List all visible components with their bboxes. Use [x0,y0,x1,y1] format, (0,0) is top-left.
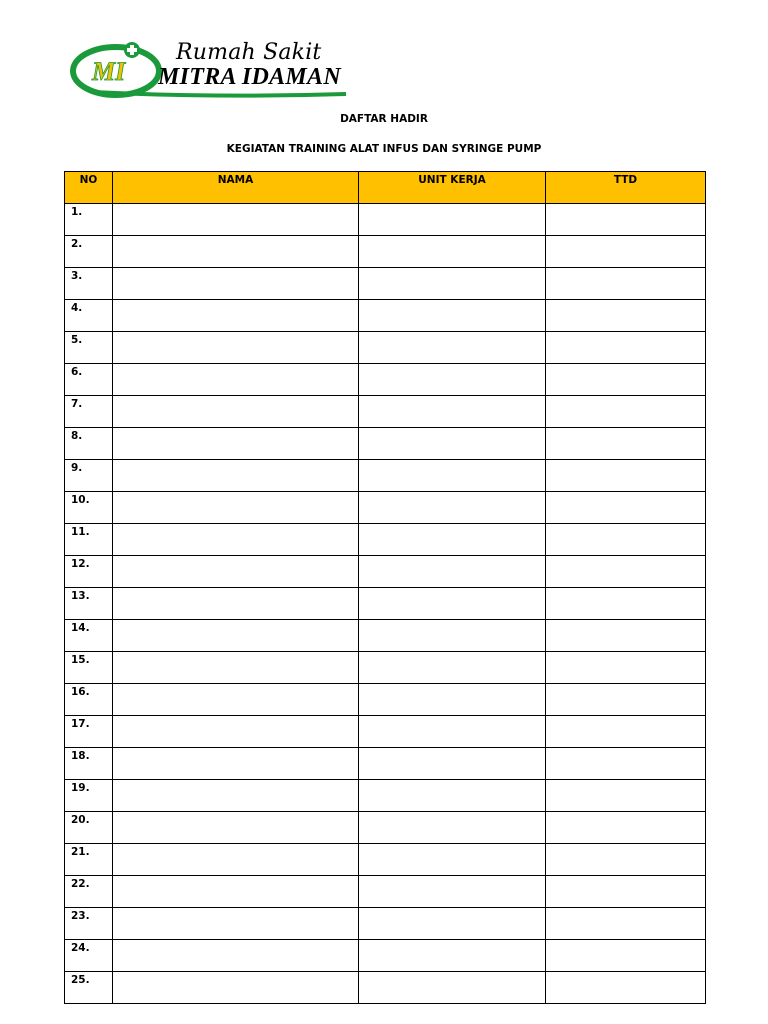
table-row [65,876,706,908]
row-number: 22. [65,876,113,908]
ttd-cell[interactable] [546,812,706,844]
nama-cell[interactable] [113,908,359,940]
table-row [65,204,706,236]
ttd-cell[interactable] [546,940,706,972]
nama-cell[interactable] [113,364,359,396]
unit-kerja-cell[interactable] [359,396,546,428]
document-title: DAFTAR HADIR [340,113,428,125]
ttd-cell[interactable] [546,684,706,716]
ttd-cell[interactable] [546,332,706,364]
table-row [65,428,706,460]
table-row [65,844,706,876]
unit-kerja-cell[interactable] [359,684,546,716]
row-number: 14. [65,620,113,652]
ttd-cell[interactable] [546,364,706,396]
row-number: 4. [65,300,113,332]
ttd-cell[interactable] [546,396,706,428]
ttd-cell[interactable] [546,780,706,812]
table-row [65,556,706,588]
header-ttd: TTD [546,172,706,204]
nama-cell[interactable] [113,812,359,844]
row-number: 13. [65,588,113,620]
unit-kerja-cell[interactable] [359,300,546,332]
row-number: 23. [65,908,113,940]
ttd-cell[interactable] [546,524,706,556]
table-row [65,364,706,396]
nama-cell[interactable] [113,204,359,236]
nama-cell[interactable] [113,972,359,1004]
row-number: 15. [65,652,113,684]
row-number: 10. [65,492,113,524]
ttd-cell[interactable] [546,844,706,876]
nama-cell[interactable] [113,524,359,556]
row-number: 17. [65,716,113,748]
row-number: 9. [65,460,113,492]
ttd-cell[interactable] [546,748,706,780]
row-number: 19. [65,780,113,812]
unit-kerja-cell[interactable] [359,588,546,620]
unit-kerja-cell[interactable] [359,620,546,652]
header-unit-kerja: UNIT KERJA [359,172,546,204]
unit-kerja-cell[interactable] [359,908,546,940]
nama-cell[interactable] [113,780,359,812]
unit-kerja-cell[interactable] [359,492,546,524]
unit-kerja-cell[interactable] [359,236,546,268]
table-row [65,620,706,652]
row-number: 7. [65,396,113,428]
logo-monogram: MI [92,57,126,86]
row-number: 20. [65,812,113,844]
unit-kerja-cell[interactable] [359,204,546,236]
table-header-row [65,172,706,204]
unit-kerja-cell[interactable] [359,364,546,396]
unit-kerja-cell[interactable] [359,460,546,492]
nama-cell[interactable] [113,396,359,428]
unit-kerja-cell[interactable] [359,844,546,876]
unit-kerja-cell[interactable] [359,556,546,588]
table-row [65,972,706,1004]
header-no: NO [65,172,113,204]
nama-cell[interactable] [113,652,359,684]
row-number: 18. [65,748,113,780]
table-row [65,268,706,300]
nama-cell[interactable] [113,556,359,588]
unit-kerja-cell[interactable] [359,876,546,908]
logo-text-rumah-sakit: Rumah Sakit [176,40,322,65]
table-row [65,780,706,812]
table-row [65,524,706,556]
row-number: 8. [65,428,113,460]
table-row [65,236,706,268]
nama-cell[interactable] [113,876,359,908]
nama-cell[interactable] [113,620,359,652]
ttd-cell[interactable] [546,428,706,460]
table-row [65,908,706,940]
row-number: 3. [65,268,113,300]
hospital-logo [70,38,348,100]
ttd-cell[interactable] [546,652,706,684]
logo-text-mitra-idaman: MITRA IDAMAN [158,64,341,90]
header-nama: NAMA [113,172,359,204]
nama-cell[interactable] [113,748,359,780]
ttd-cell[interactable] [546,876,706,908]
nama-cell[interactable] [113,236,359,268]
nama-cell[interactable] [113,684,359,716]
ttd-cell[interactable] [546,236,706,268]
row-number: 6. [65,364,113,396]
table-row [65,492,706,524]
nama-cell[interactable] [113,588,359,620]
nama-cell[interactable] [113,300,359,332]
table-row [65,332,706,364]
unit-kerja-cell[interactable] [359,268,546,300]
unit-kerja-cell[interactable] [359,972,546,1004]
attendance-table [64,171,706,1004]
unit-kerja-cell[interactable] [359,716,546,748]
ttd-cell[interactable] [546,268,706,300]
ttd-cell[interactable] [546,300,706,332]
nama-cell[interactable] [113,332,359,364]
ttd-cell[interactable] [546,492,706,524]
row-number: 25. [65,972,113,1004]
ttd-cell[interactable] [546,716,706,748]
unit-kerja-cell[interactable] [359,940,546,972]
row-number: 2. [65,236,113,268]
nama-cell[interactable] [113,940,359,972]
nama-cell[interactable] [113,844,359,876]
ttd-cell[interactable] [546,460,706,492]
ttd-cell[interactable] [546,620,706,652]
table-row [65,396,706,428]
row-number: 11. [65,524,113,556]
document-subtitle: KEGIATAN TRAINING ALAT INFUS DAN SYRINGE PUMP [226,143,542,155]
row-number: 1. [65,204,113,236]
nama-cell[interactable] [113,268,359,300]
unit-kerja-cell[interactable] [359,748,546,780]
ttd-cell[interactable] [546,204,706,236]
table-row [65,748,706,780]
row-number: 24. [65,940,113,972]
row-number: 12. [65,556,113,588]
unit-kerja-cell[interactable] [359,780,546,812]
ttd-cell[interactable] [546,972,706,1004]
unit-kerja-cell[interactable] [359,332,546,364]
ttd-cell[interactable] [546,556,706,588]
table-row [65,684,706,716]
nama-cell[interactable] [113,428,359,460]
nama-cell[interactable] [113,460,359,492]
row-number: 16. [65,684,113,716]
table-row [65,652,706,684]
table-row [65,588,706,620]
table-row [65,460,706,492]
unit-kerja-cell[interactable] [359,428,546,460]
table-row [65,300,706,332]
table-row [65,716,706,748]
unit-kerja-cell[interactable] [359,524,546,556]
ttd-cell[interactable] [546,588,706,620]
table-row [65,940,706,972]
row-number: 21. [65,844,113,876]
ttd-cell[interactable] [546,908,706,940]
table-row [65,812,706,844]
unit-kerja-cell[interactable] [359,652,546,684]
nama-cell[interactable] [113,492,359,524]
row-number: 5. [65,332,113,364]
nama-cell[interactable] [113,716,359,748]
unit-kerja-cell[interactable] [359,812,546,844]
